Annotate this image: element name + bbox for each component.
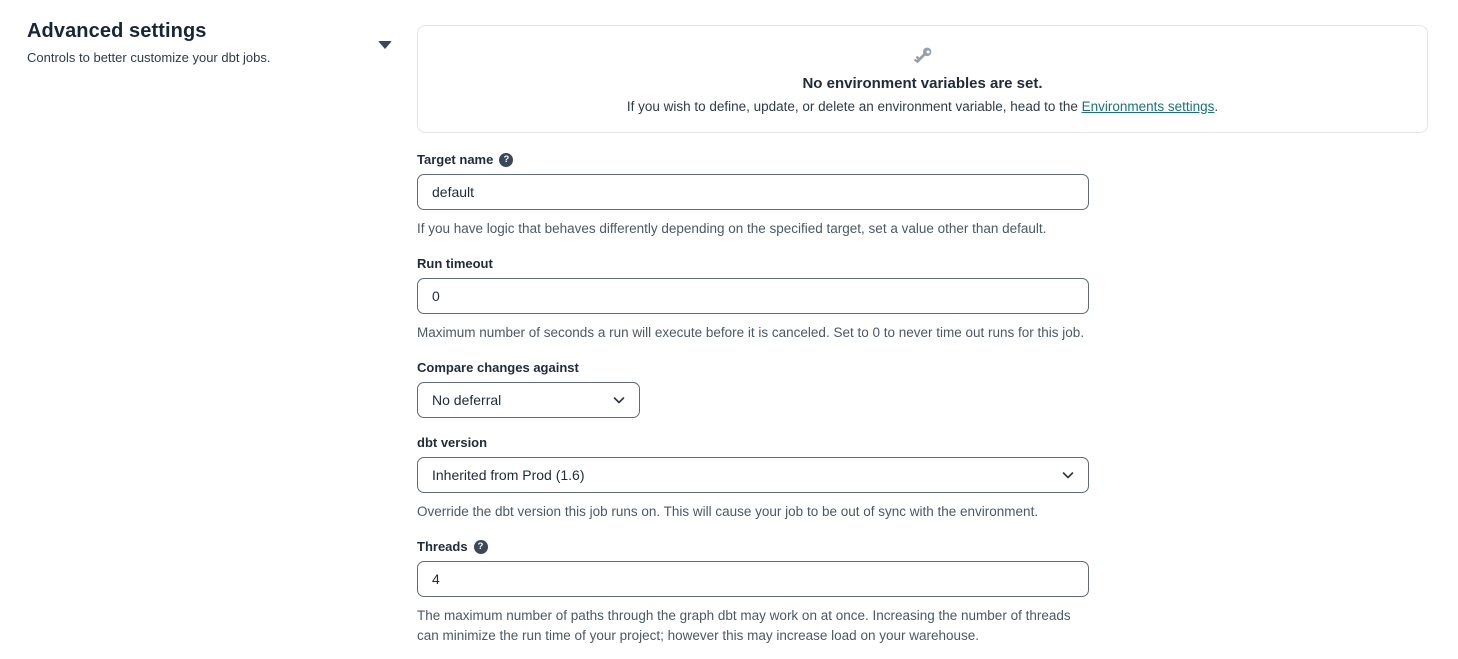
env-body-suffix: . — [1214, 98, 1219, 114]
target-name-input[interactable] — [417, 174, 1089, 210]
compare-changes-value: No deferral — [432, 392, 502, 408]
dbt-version-helper: Override the dbt version this job runs on. This will cause your job to be out of sync with the environment. — [417, 504, 1039, 519]
dbt-version-select[interactable] — [417, 457, 1089, 493]
compare-changes-label: Compare changes against — [417, 360, 579, 375]
section-header — [27, 20, 367, 65]
caret-down-icon[interactable] — [378, 41, 392, 49]
env-variables-empty-card — [417, 25, 1428, 133]
field-compare-changes — [417, 360, 1089, 418]
dbt-version-label: dbt version — [417, 435, 488, 450]
env-body-prefix: If you wish to define, update, or delete an environment variable, head to the — [626, 98, 1082, 114]
key-icon — [912, 45, 934, 67]
threads-input[interactable] — [417, 561, 1089, 597]
threads-label: Threads — [417, 539, 468, 554]
threads-helper: The maximum number of paths through the graph dbt may work on at once. Increasing the number of threads can minimize the run time of your project; however this may increase load on your warehouse. — [417, 608, 1071, 643]
environments-settings-link[interactable]: Environments settings — [1081, 98, 1215, 114]
dbt-version-value: Inherited from Prod (1.6) — [432, 467, 585, 483]
field-dbt-version — [417, 435, 1089, 522]
env-empty-body — [627, 99, 1218, 114]
compare-changes-select[interactable] — [417, 382, 640, 418]
env-empty-heading: No environment variables are set. — [802, 74, 1043, 92]
chevron-down-icon — [612, 393, 626, 407]
field-run-timeout — [417, 256, 1089, 343]
page-title: Advanced settings — [27, 20, 207, 42]
advanced-settings-form — [417, 152, 1089, 646]
run-timeout-label: Run timeout — [417, 256, 493, 271]
page-subtitle: Controls to better customize your dbt jobs. — [27, 50, 271, 65]
field-target-name — [417, 152, 1089, 239]
run-timeout-helper: Maximum number of seconds a run will execute before it is canceled. Set to 0 to never time out runs for this job. — [417, 325, 1085, 340]
help-icon[interactable]: ? — [499, 153, 513, 167]
advanced-settings-panel — [417, 25, 1428, 659]
help-icon[interactable]: ? — [474, 540, 488, 554]
run-timeout-input[interactable] — [417, 278, 1089, 314]
field-threads — [417, 539, 1089, 646]
chevron-down-icon — [1061, 468, 1075, 482]
target-name-helper: If you have logic that behaves differently depending on the specified target, set a value other than default. — [417, 221, 1047, 236]
target-name-label: Target name — [417, 152, 494, 167]
